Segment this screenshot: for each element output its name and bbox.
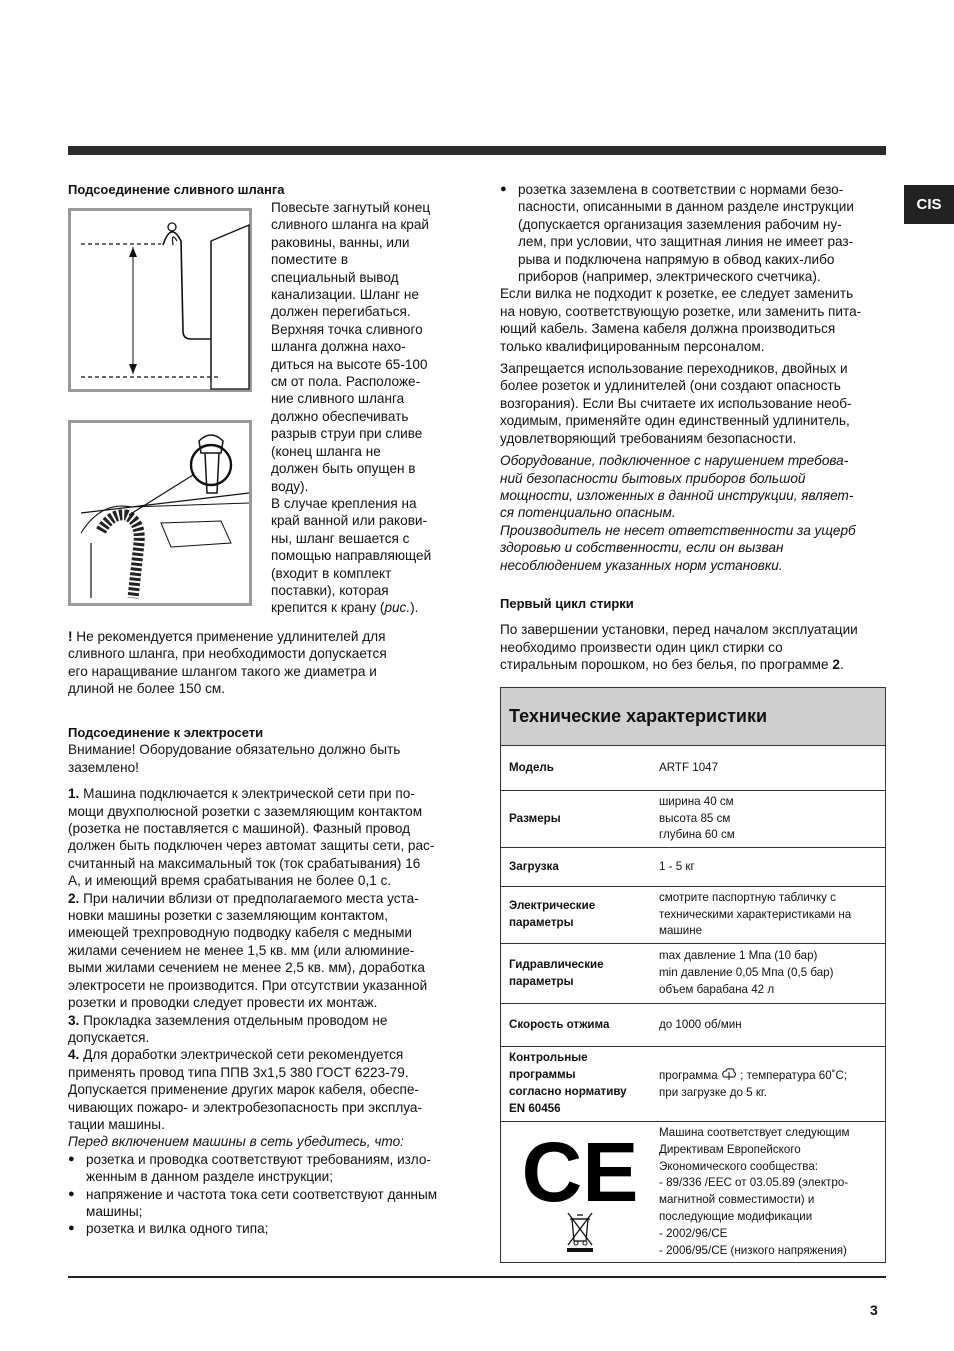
text-line: выми жилами сечением не менее 2,5 кв. мм), доработка <box>68 960 425 976</box>
spec-value <box>651 887 885 943</box>
spec-value-line: смотрите паспортную табличку с <box>659 890 836 904</box>
text-line: поставки), которая <box>271 582 389 598</box>
weee-bin-icon <box>565 1211 595 1253</box>
text-line: шланга должна нахо- <box>271 339 406 355</box>
text-line: мощности, изложенных в данной инструкции, являет- <box>500 487 854 503</box>
text-line: тации машины. <box>68 1116 165 1132</box>
text-line: машины; <box>86 1203 143 1219</box>
first-cycle-heading: Первый цикл стирки <box>500 595 634 611</box>
text-line: диться на высоте 65-100 <box>271 356 428 372</box>
text-line: см от пола. Расположе- <box>271 374 421 390</box>
hose-guide-illustration <box>71 423 249 603</box>
power-intro-2: заземлено! <box>68 759 139 775</box>
spec-value-line: - 2002/96/CE <box>659 1226 728 1240</box>
spec-key-line: Модель <box>509 760 554 774</box>
text-line: Допускается применение других марок кабеля, обеспе- <box>68 1082 419 1098</box>
text-line: ● розетка заземлена в соответствии с нормами безо- <box>518 182 844 197</box>
text-line: должно обеспечивать <box>271 408 409 424</box>
text-line: электросети не производится. При отсутствии указанной <box>68 977 428 993</box>
control-program-line: программа ; температура 60˚С; <box>659 1068 848 1082</box>
power-item-3 <box>68 1012 454 1047</box>
text-line: канализации. Шланг не <box>271 287 419 303</box>
specs-table <box>500 687 886 1263</box>
text-line: необходимо произвести один цикл стирки со <box>500 639 783 655</box>
text-line: По завершении установки, перед началом эксплуатации <box>500 622 858 638</box>
text-line: только квалифицированным персоналом. <box>500 338 765 354</box>
text-line: (входит в комплект <box>271 565 392 581</box>
spec-value-line: глубина 60 см <box>659 828 735 842</box>
text-line: помощью направляющей <box>271 548 432 564</box>
spec-key-line: EN 60456 <box>509 1101 561 1115</box>
text-line: должен быть подключен через автомат защиты сети, рас- <box>68 838 435 854</box>
text-line: ● напряжение и частота тока сети соответствуют данным <box>86 1186 438 1202</box>
text-line: В случае крепления на <box>271 495 417 511</box>
left-column <box>68 181 456 198</box>
text-line: ны, шланг вешается с <box>271 530 410 546</box>
text-line: считанный на максимальный ток (ток срабатывания) 16 <box>68 855 421 871</box>
text-line: поместите в <box>271 252 349 268</box>
text-line: на новую, соответствующую розетке, или заменить пита- <box>500 303 862 319</box>
page-number: 3 <box>870 1302 878 1318</box>
text-line: Оборудование, подключенное с нарушением требова- <box>500 453 849 469</box>
spec-value-line: max давление 1 Mпа (10 бар) <box>659 949 818 963</box>
hose-height-illustration <box>71 211 249 389</box>
spec-value-line: - 89/336 /EEC от 03.05.89 (электро- <box>659 1176 849 1190</box>
text-line: жилами сечением не менее 1,5 кв. мм (или алюминие- <box>68 942 415 958</box>
power-heading: Подсоединение к электросети <box>68 725 264 740</box>
spec-value <box>651 1004 885 1046</box>
spec-value <box>651 1122 885 1262</box>
spec-key-line: Гидравлические <box>509 957 604 971</box>
grounding-bullet <box>500 181 886 285</box>
drain-hose-height-figure <box>68 208 252 392</box>
text-line: чивающих пожаро- и электробезопасность при эксплуа- <box>68 1099 422 1115</box>
italic-warning-1 <box>500 452 886 522</box>
language-tab: CIS <box>904 185 954 224</box>
control-program-load: при загрузке до 5 кг. <box>659 1085 767 1099</box>
spec-value <box>651 746 885 790</box>
spec-key-line: программы <box>509 1068 576 1082</box>
before-connect: Перед включением машины в сеть убедитесь, что: <box>68 1134 404 1150</box>
hose-guide-figure <box>68 420 252 606</box>
cotton-program-icon <box>721 1067 737 1081</box>
text-line: новки машины розетки с заземляющим контактом, <box>68 908 389 924</box>
spec-key-line: Загрузка <box>509 859 559 873</box>
power-item-1 <box>68 785 454 889</box>
text-line: ние сливного шланга <box>271 391 405 407</box>
connect-check-bullet <box>68 1186 454 1221</box>
text-line: Если вилка не подходит к розетке, ее следует заменить <box>500 286 854 302</box>
spec-row-control-programs <box>501 1047 885 1122</box>
spec-row-model <box>501 746 885 791</box>
spec-key-line: согласно нормативу <box>509 1085 627 1098</box>
footer-rule <box>68 1276 886 1278</box>
text-line: пасности, описанными в данном разделе инструкции <box>518 199 854 215</box>
spec-row-electric <box>501 887 885 944</box>
text-line: применять провод типа ППВ 3х1,5 380 ГОСТ 6223-79. <box>68 1064 409 1080</box>
spec-value-line: высота 85 см <box>659 811 731 825</box>
text-line: должен перегибаться. <box>271 304 411 320</box>
connect-check-bullet <box>68 1220 454 1237</box>
drain-instructions <box>271 199 461 617</box>
spec-row-ce <box>501 1122 885 1262</box>
text-line: Повесьте загнутый конец <box>271 200 431 215</box>
spec-key-line: Размеры <box>509 811 561 825</box>
power-section <box>68 724 454 1238</box>
text-line: ● розетка и вилка одного типа; <box>86 1221 269 1237</box>
text-line: женным в данном разделе инструкции; <box>86 1169 333 1185</box>
spec-value-line: техническими характеристиками на <box>659 907 852 921</box>
spec-value-line: min давление 0,05 Mпа (0,5 бар) <box>659 966 834 980</box>
text-line: ющий кабель. Замена кабеля должна производиться <box>500 321 836 337</box>
first-cycle-last-line: стиральным порошком, но без белья, по программе 2. <box>500 657 844 673</box>
text-line: мощи двухполюсной розетки с заземляющим контактом <box>68 803 423 819</box>
text-line: розетки и проводки следует провести их монтаж. <box>68 995 378 1011</box>
spec-key <box>501 1004 651 1046</box>
spec-row-dimensions <box>501 791 885 848</box>
text-line: ний безопасности бытовых приборов большой <box>500 470 806 486</box>
spec-value-line: Экономического сообщества: <box>659 1159 818 1173</box>
text-line: воду). <box>271 478 309 494</box>
text-line: специальный вывод <box>271 269 399 285</box>
text-line: Верхняя точка сливного <box>271 321 423 337</box>
spec-row-hydraulic <box>501 944 885 1004</box>
ce-mark-icon <box>521 1125 639 1219</box>
power-item-first-line: 1. Машина подключается к электрической сети при по- <box>68 786 415 802</box>
text-line: лем, при условии, что защитная линия не имеет раз- <box>518 234 854 250</box>
specs-title: Технические характеристики <box>501 688 885 746</box>
spec-value-line: ARTF 1047 <box>659 760 719 774</box>
text-line: А, и имеющий время срабатывания не более 0,1 с. <box>68 873 392 889</box>
text-line: удовлетворяющий требованиям безопасности. <box>500 430 797 446</box>
power-item-first-line: 2. При наличии вблизи от предполагаемого места уста- <box>68 890 419 906</box>
text-line: (конец шланга не <box>271 443 381 459</box>
spec-row-spin <box>501 1004 885 1047</box>
text-line: Производитель не несет ответственности за ущерб <box>500 522 856 538</box>
text-line: раковины, ванны, или <box>271 234 410 250</box>
spec-key-line: Контрольные <box>509 1051 588 1065</box>
power-item-first-line: 3. Прокладка заземления отдельным проводом не <box>68 1012 388 1028</box>
spec-key <box>501 887 651 943</box>
power-item-first-line: 4. Для доработки электрической сети рекомендуется <box>68 1047 404 1063</box>
power-item-4 <box>68 1046 454 1133</box>
text-line: рыва и подключена напрямую в обвод каких-либо <box>518 251 835 267</box>
text-line: должен быть опущен в <box>271 461 416 477</box>
header-bar <box>68 146 886 155</box>
text-line: (допускается организация заземления рабочим ну- <box>518 216 842 232</box>
spec-key <box>501 944 651 1003</box>
text-line: Запрещается использование переходников, двойных и <box>500 361 848 377</box>
spec-key <box>501 848 651 886</box>
spec-value-line: магнитной совместимости) и <box>659 1193 815 1207</box>
spec-value-line: Директивам Европейского <box>659 1142 801 1156</box>
spec-value-line: - 2006/95/CE (низкого напряжения) <box>659 1243 847 1257</box>
drain-last-line: крепится к крану (рис.). <box>271 600 419 616</box>
plug-paragraph <box>500 285 886 355</box>
power-intro-1: Внимание! Оборудование обязательно должно быть <box>68 742 401 758</box>
spec-value-line: до 1000 об/мин <box>659 1017 742 1031</box>
spec-key-line: параметры <box>509 916 574 929</box>
spec-value-line: машине <box>659 924 703 938</box>
text-line: несоблюдением указанных норм установки. <box>500 557 783 573</box>
spec-key-line: Электрические <box>509 899 596 913</box>
text-line: (розетка не поставляется с машиной). Фазный провод <box>68 821 411 837</box>
italic-warning-2 <box>500 522 886 574</box>
text-line: край ванной или ракови- <box>271 513 428 529</box>
text-line: разрыв струи при сливе <box>271 426 423 442</box>
spec-value-line: 1 - 5 кг <box>659 859 695 873</box>
right-column <box>500 181 886 674</box>
text-line: здоровью и собственности, если он вызван <box>500 540 784 556</box>
text-line: приборов (например, электрического счетчика). <box>518 269 821 285</box>
spec-row-load <box>501 848 885 887</box>
warning-mark: ! <box>68 629 73 644</box>
spec-key-line: Скорость отжима <box>509 1017 610 1031</box>
text-line: имеющей трехпроводную подводку кабеля с медными <box>68 925 412 941</box>
text-line: ходимым, применяйте один единственный удлинитель, <box>500 413 850 429</box>
first-cycle-text <box>500 621 886 656</box>
text-line: сливного шланга на край <box>271 217 430 233</box>
extension-warning: ! Не рекомендуется применение удлинителей для сливного шланга, при необходимости допускается его наращивание шлангом такого же диаметра и длиной не более 150 см. <box>68 629 387 697</box>
drain-heading: Подсоединение сливного шланга <box>68 182 285 197</box>
text-line: возгорания). Если Вы считаете их использование необ- <box>500 395 852 411</box>
spec-key-line: параметры <box>509 974 574 988</box>
ce-mark-text: CE <box>521 1125 639 1219</box>
spec-key <box>501 746 651 790</box>
spec-value-line: ширина 40 см <box>659 794 734 808</box>
power-item-2 <box>68 890 454 1012</box>
text-line: ● розетка и проводка соответствуют требованиям, изло- <box>86 1151 431 1167</box>
text-line: ся потенциально опасным. <box>500 505 676 521</box>
spec-key <box>501 791 651 847</box>
spec-value-line: последующие модификации <box>659 1209 813 1223</box>
spec-value-line: объем барабана 42 л <box>659 982 775 996</box>
connect-check-bullet <box>68 1151 454 1186</box>
text-line: допускается. <box>68 1029 150 1045</box>
spec-value <box>651 791 885 847</box>
spec-key <box>501 1047 651 1121</box>
text-line: более розеток и удлинителей (они создают опасность <box>500 378 841 394</box>
spec-value-line: Машина соответствует следующим <box>659 1126 850 1139</box>
adapters-paragraph <box>500 360 886 447</box>
spec-value <box>651 944 885 1003</box>
spec-value <box>651 848 885 886</box>
